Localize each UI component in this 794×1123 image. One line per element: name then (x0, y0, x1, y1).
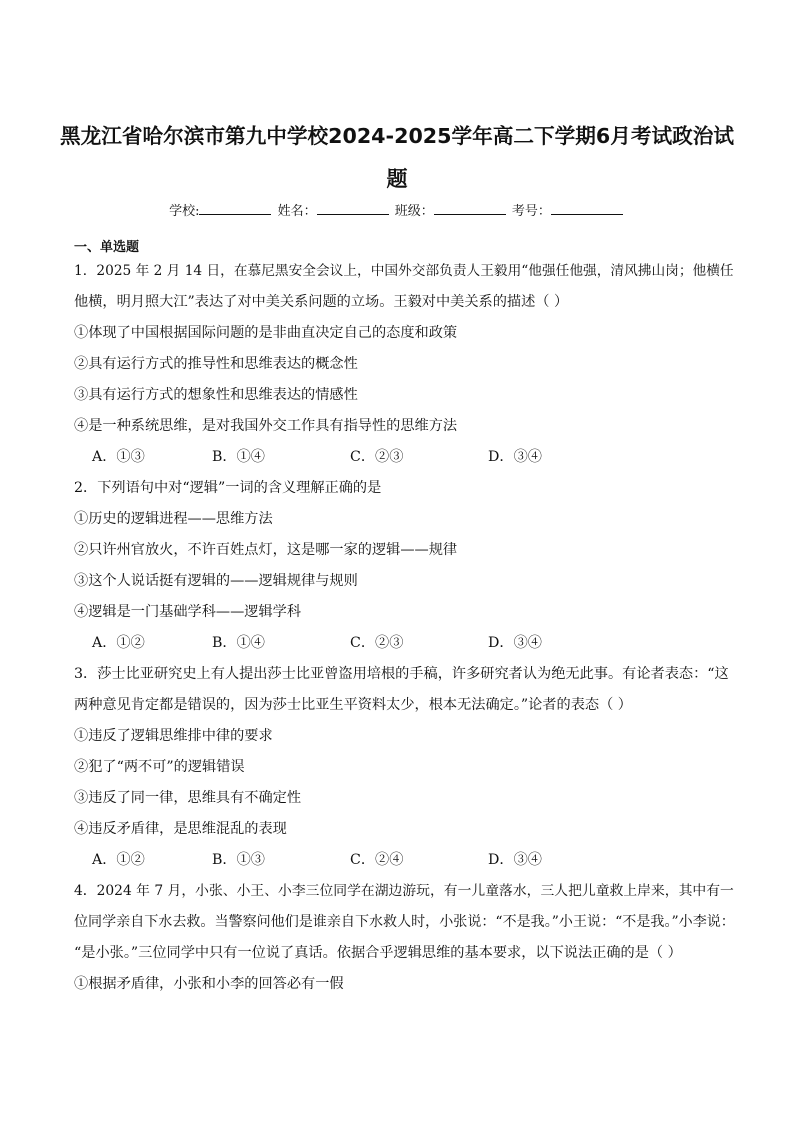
question-2-statement-2: ②只许州官放火，不许百姓点灯，这是哪一家的逻辑——规律 (74, 542, 458, 558)
question-1-statement-1: ①体现了中国根据国际问题的是非曲直决定自己的态度和政策 (74, 325, 458, 341)
question-1-statement-3: ③具有运行方式的想象性和思维表达的情感性 (74, 387, 358, 403)
question-2-stem-line-1: 2．下列语句中对“逻辑”一词的含义理解正确的是 (74, 480, 382, 496)
question-2-statement-3: ③这个人说话挺有逻辑的——逻辑规律与规则 (74, 573, 358, 589)
exam-number-blank[interactable] (551, 201, 623, 215)
option-c[interactable]: C．②④ (350, 852, 404, 868)
section-title: 一、单选题 (74, 240, 140, 255)
school-blank[interactable] (199, 201, 271, 215)
question-2-statement-4: ④逻辑是一门基础学科——逻辑学科 (74, 604, 302, 620)
option-a[interactable]: A．①③ (92, 449, 145, 465)
student-info-row (60, 201, 734, 221)
question-4-stem-line-2: 位同学亲自下水去救。当警察问他们是谁亲自下水救人时，小张说：“不是我。”小王说：“不是我。”小李说： (74, 914, 735, 930)
option-b[interactable]: B．①③ (212, 852, 265, 868)
question-1-statement-4: ④是一种系统思维，是对我国外交工作具有指导性的思维方法 (74, 418, 458, 434)
question-1-stem-line-1: 1．2025 年 2 月 14 日，在慕尼黑安全会议上，中国外交部负责人王毅用“他强任他强，清风拂山岗；他横任 (74, 263, 734, 279)
question-3-statement-1: ①违反了逻辑思维排中律的要求 (74, 728, 273, 744)
option-c[interactable]: C．②③ (350, 449, 404, 465)
option-b[interactable]: B．①④ (212, 449, 265, 465)
question-3-stem-line-2: 两种意见肯定都是错误的，因为莎士比亚生平资料太少，根本无法确定。”论者的表态（ ） (74, 697, 632, 713)
option-a[interactable]: A．①② (92, 635, 145, 651)
class-blank[interactable] (434, 201, 506, 215)
question-4-statement-1: ①根据矛盾律，小张和小李的回答必有一假 (74, 976, 344, 992)
question-3-statement-4: ④违反矛盾律，是思维混乱的表现 (74, 821, 287, 837)
question-3-stem-line-1: 3．莎士比亚研究史上有人提出莎士比亚曾盗用培根的手稿，许多研究者认为绝无此事。有论者表态：“这 (74, 666, 729, 682)
exam-title-line-2: 题 (386, 167, 408, 191)
option-d[interactable]: D．③④ (488, 635, 542, 651)
exam-title-line-1: 黑龙江省哈尔滨市第九中学校2024-2025学年高二下学期6月考试政治试 (60, 124, 734, 148)
option-a[interactable]: A．①② (92, 852, 145, 868)
name-blank[interactable] (317, 201, 389, 215)
option-d[interactable]: D．③④ (488, 449, 542, 465)
option-d[interactable]: D．③④ (488, 852, 542, 868)
name-label: 姓名： (277, 204, 317, 219)
question-4-stem-line-1: 4．2024 年 7 月，小张、小王、小李三位同学在湖边游玩，有一儿童落水，三人把儿童救上岸来，其中有一 (74, 883, 734, 899)
question-1-stem-line-2: 他横，明月照大江”表达了对中美关系问题的立场。王毅对中美关系的描述（ ） (74, 294, 569, 310)
school-label: 学校: (169, 204, 200, 219)
question-2-statement-1: ①历史的逻辑进程——思维方法 (74, 511, 273, 527)
option-b[interactable]: B．①④ (212, 635, 265, 651)
question-3-statement-2: ②犯了“两不可”的逻辑错误 (74, 759, 245, 775)
exam-number-label: 考号： (511, 204, 551, 219)
class-label: 班级： (394, 204, 434, 219)
question-1-statement-2: ②具有运行方式的推导性和思维表达的概念性 (74, 356, 358, 372)
question-4-stem-line-3: “是小张。”三位同学中只有一位说了真话。依据合乎逻辑思维的基本要求，以下说法正确的是（ ） (74, 945, 682, 961)
option-c[interactable]: C．②③ (350, 635, 404, 651)
question-3-statement-3: ③违反了同一律，思维具有不确定性 (74, 790, 302, 806)
